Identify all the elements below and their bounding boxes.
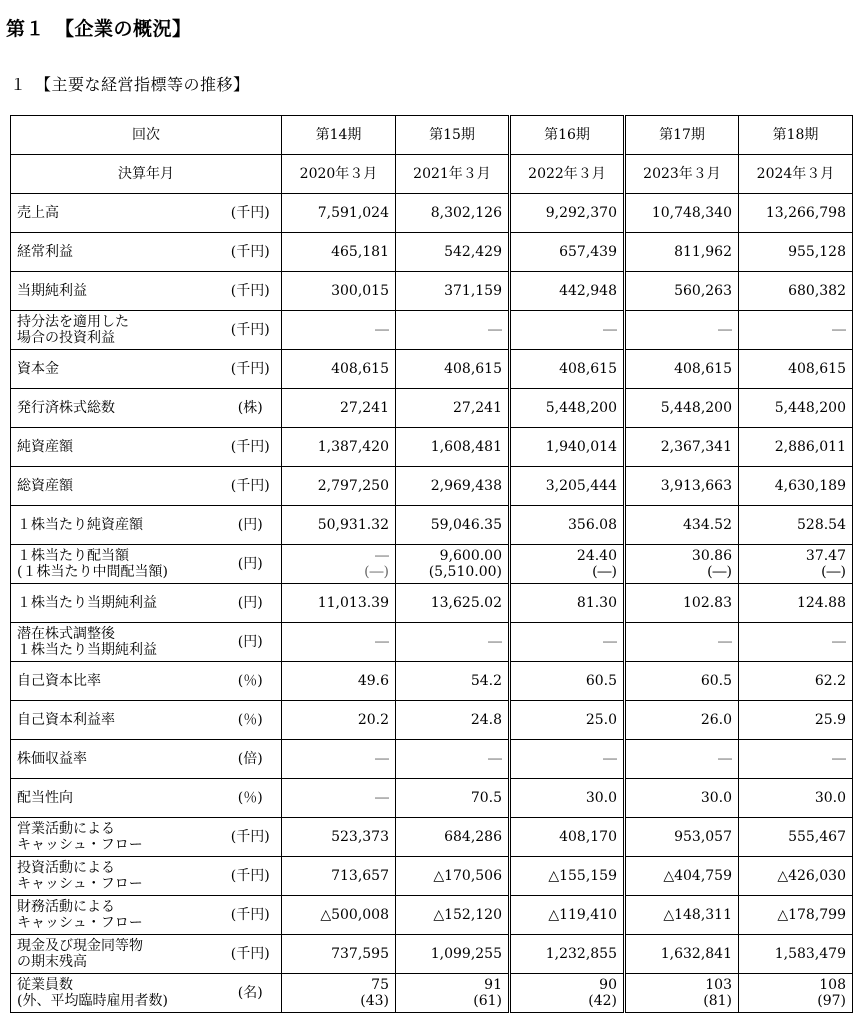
value-cell: ―: [510, 740, 625, 779]
row-label-line: 当期純利益: [17, 283, 87, 299]
value-cell: 8,302,126: [396, 194, 510, 233]
row-label: [11, 389, 220, 428]
value-sub-line: (42): [588, 993, 617, 1009]
value-cell: 3,205,444: [510, 467, 625, 506]
value-cell: 25.9: [739, 701, 853, 740]
row-label-line: 株価収益率: [17, 751, 87, 767]
value-cell: 523,373: [282, 818, 396, 857]
header-row-round: [11, 116, 853, 155]
row-unit: (千円): [220, 194, 282, 233]
row-label: [11, 428, 220, 467]
value-sub-line: (―): [592, 564, 617, 580]
value-cell: 30.0: [510, 779, 625, 818]
row-label: [11, 194, 220, 233]
value-cell: 13,625.02: [396, 584, 510, 623]
value-line: ―: [375, 548, 389, 564]
value-cell: △148,311: [625, 896, 739, 935]
value-sub-line: (―): [364, 564, 389, 580]
row-label: [11, 662, 220, 701]
row-label-line: １株当たり当期純利益: [17, 595, 157, 611]
value-cell: ―: [625, 623, 739, 662]
row-label: [11, 623, 220, 662]
value-cell: 408,170: [510, 818, 625, 857]
row-label-line: 自己資本比率: [17, 673, 101, 689]
table-row: [11, 584, 853, 623]
row-label-line: 売上高: [17, 205, 59, 221]
table-row: [11, 272, 853, 311]
row-label: [11, 935, 220, 974]
value-cell: 70.5: [396, 779, 510, 818]
value-cell: 684,286: [396, 818, 510, 857]
value-cell: 300,015: [282, 272, 396, 311]
value-cell: △152,120: [396, 896, 510, 935]
table-row: [11, 311, 853, 350]
value-cell: ―: [510, 623, 625, 662]
value-cell: 2,969,438: [396, 467, 510, 506]
row-unit: (千円): [220, 467, 282, 506]
value-cell: 5,448,200: [625, 389, 739, 428]
row-label: [11, 584, 220, 623]
row-label: [11, 506, 220, 545]
table-row: [11, 935, 853, 974]
value-cell: 1,632,841: [625, 935, 739, 974]
row-unit: (千円): [220, 857, 282, 896]
row-unit: (％): [220, 662, 282, 701]
value-cell: 408,615: [282, 350, 396, 389]
table-row: [11, 701, 853, 740]
row-label-line: 資本金: [17, 361, 59, 377]
row-unit: (千円): [220, 818, 282, 857]
value-cell: [510, 545, 625, 584]
value-cell: 50,931.32: [282, 506, 396, 545]
period-header: 第15期: [396, 116, 510, 155]
row-label-line: の期末残高: [17, 954, 87, 970]
row-label: [11, 818, 220, 857]
page-title: 第１ 【企業の概況】: [6, 18, 192, 40]
row-label-line: (外、平均臨時雇用者数): [17, 993, 168, 1009]
value-cell: 30.0: [625, 779, 739, 818]
value-cell: [625, 974, 739, 1013]
value-cell: 542,429: [396, 233, 510, 272]
row-unit: (千円): [220, 896, 282, 935]
date-header: 2022年３月: [510, 155, 625, 194]
value-cell: 9,292,370: [510, 194, 625, 233]
value-cell: [282, 545, 396, 584]
value-cell: 20.2: [282, 701, 396, 740]
value-cell: [739, 545, 853, 584]
financial-indicators-table: [10, 115, 853, 1013]
value-cell: 408,615: [739, 350, 853, 389]
row-unit: (円): [220, 506, 282, 545]
row-unit: (千円): [220, 311, 282, 350]
row-label-line: 財務活動による: [17, 899, 115, 915]
value-cell: 737,595: [282, 935, 396, 974]
date-header: 2020年３月: [282, 155, 396, 194]
value-cell: 27,241: [282, 389, 396, 428]
row-label-line: 配当性向: [17, 790, 73, 806]
value-cell: ―: [625, 740, 739, 779]
row-label-line: 自己資本利益率: [17, 712, 115, 728]
value-cell: 356.08: [510, 506, 625, 545]
value-cell: [396, 974, 510, 1013]
period-header: 第16期: [510, 116, 625, 155]
value-cell: 811,962: [625, 233, 739, 272]
date-header: 2024年３月: [739, 155, 853, 194]
table-row: [11, 233, 853, 272]
value-cell: ―: [282, 623, 396, 662]
value-cell: 1,232,855: [510, 935, 625, 974]
row-label-line: 投資活動による: [17, 860, 115, 876]
row-label: [11, 467, 220, 506]
value-cell: ―: [282, 740, 396, 779]
value-sub-line: (81): [703, 993, 732, 1009]
table-row: [11, 896, 853, 935]
table-row: [11, 974, 853, 1013]
value-sub-line: (5,510.00): [428, 564, 502, 580]
row-label: [11, 779, 220, 818]
row-label: [11, 896, 220, 935]
value-cell: 371,159: [396, 272, 510, 311]
value-cell: 124.88: [739, 584, 853, 623]
value-cell: 955,128: [739, 233, 853, 272]
row-label-line: １株当たり配当額: [17, 548, 129, 564]
value-cell: 408,615: [625, 350, 739, 389]
row-label: [11, 857, 220, 896]
value-line: 90: [599, 977, 617, 993]
row-label-line: キャッシュ・フロー: [17, 876, 143, 892]
row-unit: (名): [220, 974, 282, 1013]
value-line: 91: [484, 977, 502, 993]
row-unit: (千円): [220, 350, 282, 389]
period-header: 第18期: [739, 116, 853, 155]
row-label-line: 純資産額: [17, 439, 73, 455]
table-row: [11, 467, 853, 506]
row-unit: (千円): [220, 233, 282, 272]
row-label: [11, 740, 220, 779]
value-cell: 2,367,341: [625, 428, 739, 467]
row-label: [11, 272, 220, 311]
value-cell: 13,266,798: [739, 194, 853, 233]
value-cell: 680,382: [739, 272, 853, 311]
value-cell: ―: [396, 623, 510, 662]
value-cell: △426,030: [739, 857, 853, 896]
value-cell: 27,241: [396, 389, 510, 428]
section-title: １ 【主要な経営指標等の推移】: [10, 75, 250, 94]
value-cell: 5,448,200: [739, 389, 853, 428]
row-label-line: 潜在株式調整後: [17, 626, 115, 642]
period-header: 第14期: [282, 116, 396, 155]
row-label: [11, 311, 220, 350]
row-label-line: 総資産額: [17, 478, 73, 494]
value-cell: 25.0: [510, 701, 625, 740]
row-label: [11, 974, 220, 1013]
table-row: [11, 857, 853, 896]
value-cell: 81.30: [510, 584, 625, 623]
row-label-line: 現金及び現金同等物: [17, 938, 143, 954]
table-row: [11, 389, 853, 428]
period-header: 第17期: [625, 116, 739, 155]
table-row: [11, 545, 853, 584]
value-cell: [282, 974, 396, 1013]
row-label-line: 営業活動による: [17, 821, 115, 837]
value-cell: ―: [739, 311, 853, 350]
row-unit: (千円): [220, 428, 282, 467]
value-cell: 26.0: [625, 701, 739, 740]
table-row: [11, 428, 853, 467]
table-row: [11, 662, 853, 701]
value-sub-line: (―): [821, 564, 846, 580]
value-cell: 2,797,250: [282, 467, 396, 506]
value-cell: ―: [739, 740, 853, 779]
table-row: [11, 506, 853, 545]
value-sub-line: (43): [360, 993, 389, 1009]
row-unit: (円): [220, 623, 282, 662]
value-cell: ―: [282, 311, 396, 350]
value-cell: 560,263: [625, 272, 739, 311]
value-cell: 59,046.35: [396, 506, 510, 545]
value-cell: 62.2: [739, 662, 853, 701]
value-cell: 30.0: [739, 779, 853, 818]
value-cell: 1,583,479: [739, 935, 853, 974]
value-cell: 60.5: [625, 662, 739, 701]
table-row: [11, 740, 853, 779]
value-cell: 54.2: [396, 662, 510, 701]
value-cell: 1,940,014: [510, 428, 625, 467]
row-unit: (円): [220, 545, 282, 584]
value-cell: 7,591,024: [282, 194, 396, 233]
row-unit: (株): [220, 389, 282, 428]
value-line: 24.40: [576, 548, 617, 564]
value-cell: 10,748,340: [625, 194, 739, 233]
value-cell: 465,181: [282, 233, 396, 272]
row-unit: (千円): [220, 935, 282, 974]
row-unit: (千円): [220, 272, 282, 311]
row-unit: (円): [220, 584, 282, 623]
table-row: [11, 350, 853, 389]
value-cell: 24.8: [396, 701, 510, 740]
row-label-line: １株当たり当期純利益: [17, 642, 157, 658]
row-label: [11, 545, 220, 584]
value-cell: 60.5: [510, 662, 625, 701]
value-cell: 5,448,200: [510, 389, 625, 428]
value-cell: 713,657: [282, 857, 396, 896]
value-cell: ―: [396, 740, 510, 779]
value-cell: 2,886,011: [739, 428, 853, 467]
value-cell: [739, 974, 853, 1013]
value-cell: 953,057: [625, 818, 739, 857]
value-line: 75: [371, 977, 389, 993]
value-line: 108: [819, 977, 846, 993]
row-label-line: キャッシュ・フロー: [17, 837, 143, 853]
row-label-line: (１株当たり中間配当額): [17, 564, 168, 580]
row-label-line: 場合の投資利益: [17, 330, 115, 346]
value-cell: ―: [739, 623, 853, 662]
header-row-date: [11, 155, 853, 194]
value-line: 37.47: [805, 548, 846, 564]
value-cell: 49.6: [282, 662, 396, 701]
row-unit: (％): [220, 779, 282, 818]
table-row: [11, 818, 853, 857]
value-cell: △119,410: [510, 896, 625, 935]
value-cell: [396, 545, 510, 584]
value-cell: 528.54: [739, 506, 853, 545]
row-label: [11, 701, 220, 740]
value-cell: 1,608,481: [396, 428, 510, 467]
value-cell: ―: [510, 311, 625, 350]
row-label: [11, 350, 220, 389]
value-cell: 3,913,663: [625, 467, 739, 506]
value-cell: 408,615: [396, 350, 510, 389]
table-row: [11, 623, 853, 662]
value-cell: 408,615: [510, 350, 625, 389]
row-unit: (％): [220, 701, 282, 740]
date-header: 2023年３月: [625, 155, 739, 194]
row-label-line: １株当たり純資産額: [17, 517, 143, 533]
header-date-label: 決算年月: [11, 155, 282, 194]
value-cell: 657,439: [510, 233, 625, 272]
value-cell: 11,013.39: [282, 584, 396, 623]
row-label-line: 従業員数: [17, 977, 73, 993]
value-sub-line: (97): [817, 993, 846, 1009]
value-cell: △404,759: [625, 857, 739, 896]
table-row: [11, 194, 853, 233]
value-cell: △170,506: [396, 857, 510, 896]
row-unit: (倍): [220, 740, 282, 779]
header-round-label: 回次: [11, 116, 282, 155]
value-cell: 1,099,255: [396, 935, 510, 974]
value-line: 103: [705, 977, 732, 993]
date-header: 2021年３月: [396, 155, 510, 194]
value-cell: 1,387,420: [282, 428, 396, 467]
value-cell: △155,159: [510, 857, 625, 896]
row-label-line: 経常利益: [17, 244, 73, 260]
value-cell: 434.52: [625, 506, 739, 545]
row-label-line: キャッシュ・フロー: [17, 915, 143, 931]
row-label-line: 持分法を適用した: [17, 314, 129, 330]
value-sub-line: (61): [473, 993, 502, 1009]
value-line: 30.86: [691, 548, 732, 564]
row-label: [11, 233, 220, 272]
value-cell: △500,008: [282, 896, 396, 935]
value-cell: 442,948: [510, 272, 625, 311]
row-label-line: 発行済株式総数: [17, 400, 115, 416]
value-cell: ―: [282, 779, 396, 818]
value-cell: ―: [396, 311, 510, 350]
value-sub-line: (―): [707, 564, 732, 580]
value-cell: 102.83: [625, 584, 739, 623]
value-cell: [510, 974, 625, 1013]
value-cell: 555,467: [739, 818, 853, 857]
value-cell: ―: [625, 311, 739, 350]
value-cell: 4,630,189: [739, 467, 853, 506]
value-line: 9,600.00: [439, 548, 502, 564]
table-row: [11, 779, 853, 818]
value-cell: △178,799: [739, 896, 853, 935]
value-cell: [625, 545, 739, 584]
